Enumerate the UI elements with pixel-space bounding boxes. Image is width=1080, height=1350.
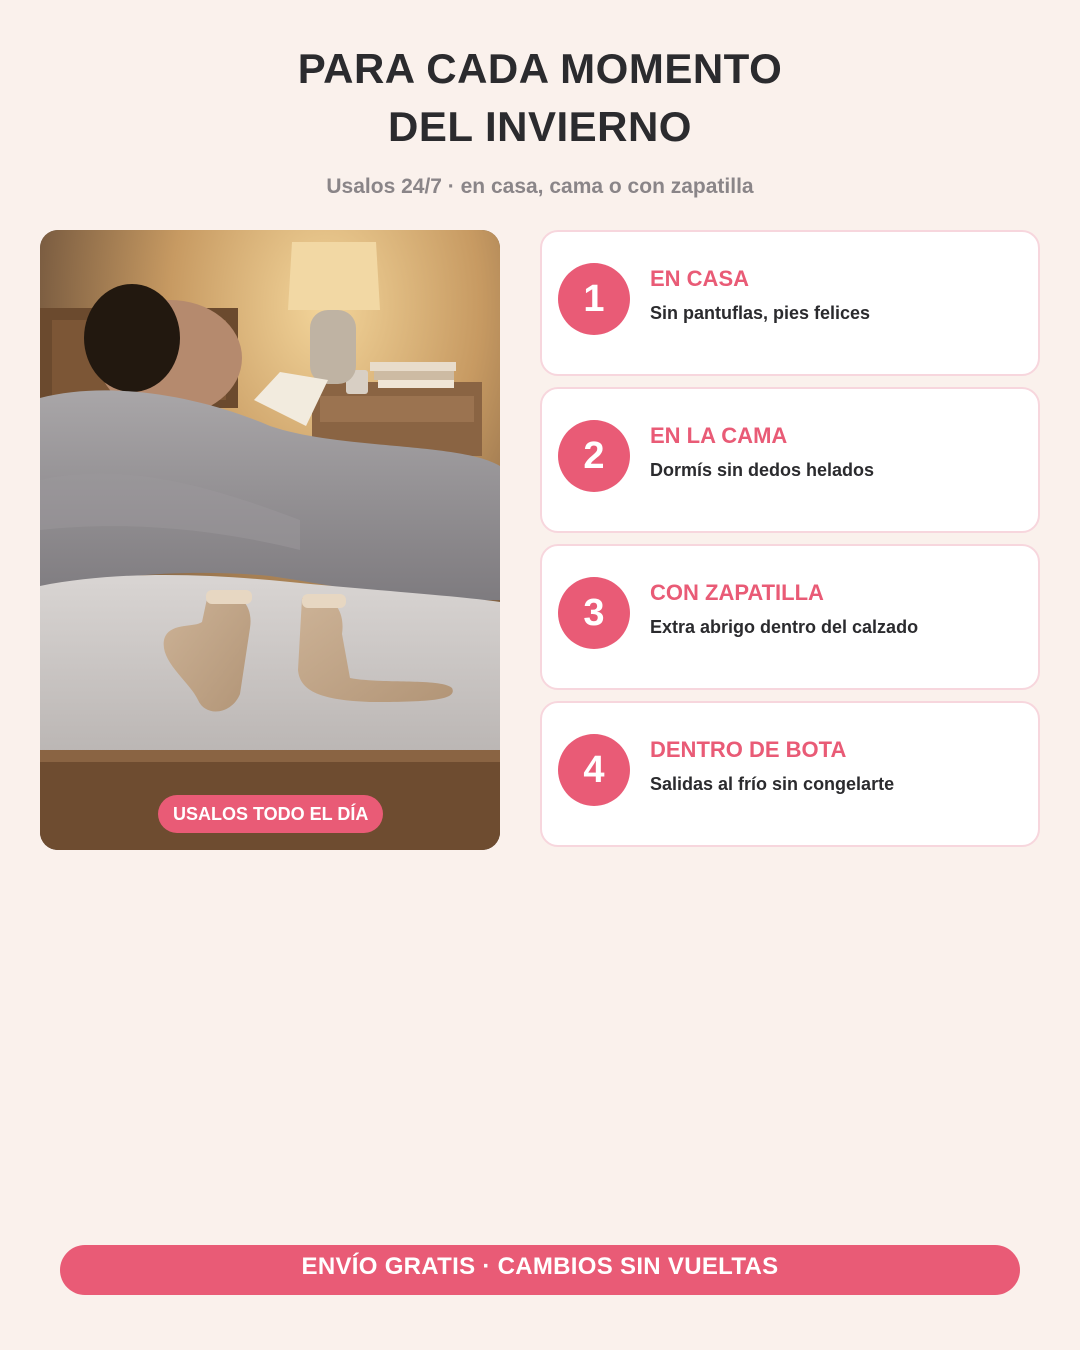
- card-title: EN LA CAMA: [650, 423, 788, 448]
- usage-card-con-zapatilla: [540, 544, 1040, 690]
- card-title: EN CASA: [650, 266, 750, 291]
- card-description: Dormís sin dedos helados: [650, 460, 875, 480]
- photo-illustration: [40, 230, 500, 850]
- page-subtitle: Usalos 24/7 · en casa, cama o con zapatilla: [326, 175, 754, 198]
- shipping-banner: ENVÍO GRATIS · CAMBIOS SIN VUELTAS: [60, 1245, 1020, 1295]
- card-title: DENTRO DE BOTA: [650, 737, 847, 762]
- usage-card-dentro-de-bota: [540, 701, 1040, 847]
- page-title: [0, 40, 1080, 156]
- step-number-badge: 4: [558, 734, 630, 806]
- page-title-line-1: PARA CADA MOMENTO: [297, 45, 783, 92]
- step-number-badge: 1: [558, 263, 630, 335]
- card-title: CON ZAPATILLA: [650, 580, 824, 605]
- usage-card-en-la-cama: [540, 387, 1040, 533]
- step-number-badge: 2: [558, 420, 630, 492]
- card-description: Extra abrigo dentro del calzado: [650, 617, 919, 637]
- card-description: Salidas al frío sin congelarte: [650, 774, 895, 794]
- lifestyle-photo: [40, 230, 500, 850]
- page-title-line-2: DEL INVIERNO: [388, 103, 692, 150]
- step-number-badge: 3: [558, 577, 630, 649]
- card-description: Sin pantuflas, pies felices: [650, 303, 871, 323]
- usage-card-en-casa: [540, 230, 1040, 376]
- photo-badge: USALOS TODO EL DÍA: [158, 795, 383, 833]
